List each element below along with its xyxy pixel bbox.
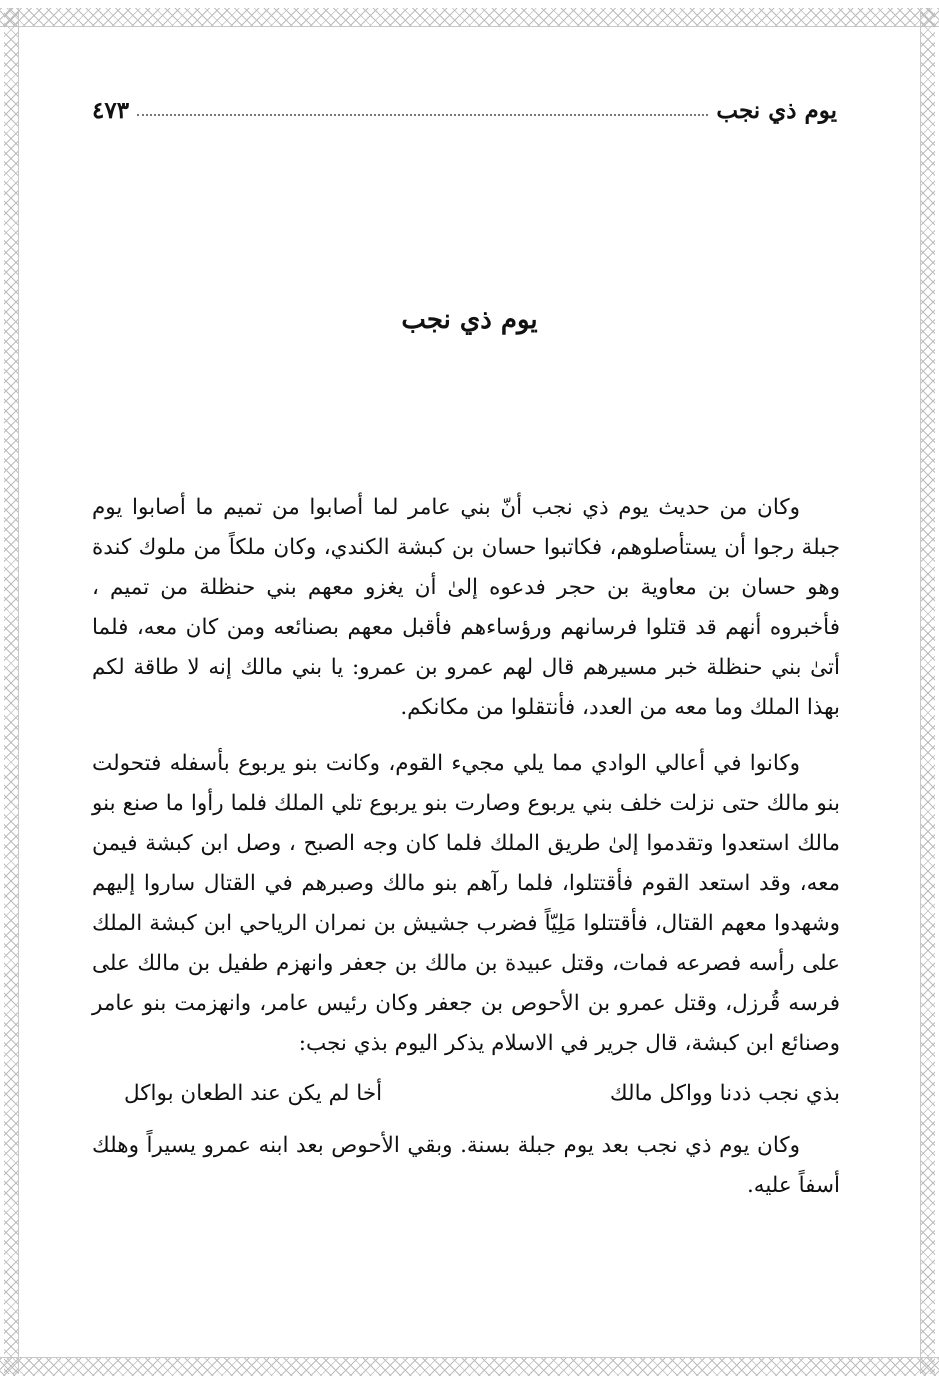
paragraph-1: وكان من حديث يوم ذي نجب أنّ بني عامر لما أصابوا من تميم ما أصابوا يوم جبلة رجوا أن يستأصلوهم، فكاتبوا حسان بن كبشة الكندي، وكان ملكاً من ملوك كندة وهو حسان بن معاوية بن حجر فدعوه إلىٰ أن يغزو معهم بني حنظلة من تميم ، فأخبروه أنهم قد قتلوا فرسانهم ورؤساءهم فأقبل معهم بصنائعه ومن كان معه، فلما أتىٰ بني حنظلة خبر مسيرهم قال لهم عمرو بن عمرو: يا بني مالك إنه لا طاقة لكم بهذا الملك وما معه من العدد، فأنتقلوا من مكانكم. <box>92 495 840 720</box>
ornamental-border-right <box>920 8 935 1374</box>
page-number: ٤٧٣ <box>92 97 130 124</box>
ornamental-border-bottom <box>0 1357 939 1376</box>
verse-hemistich-2: أخا لم يكن عند الطعان بواكل <box>124 1081 383 1106</box>
running-title: يوم ذي نجب <box>716 97 837 124</box>
ornamental-border-left <box>4 8 19 1374</box>
verse-hemistich-1: بذي نجب ذدنا وواكل مالك <box>609 1081 840 1106</box>
ornamental-border-top <box>0 8 939 27</box>
running-header <box>92 88 837 124</box>
paragraph-2: وكانوا في أعالي الوادي مما يلي مجيء القوم، وكانت بنو يربوع بأسفله فتحولت بنو مالك حتى نزلت خلف بني يربوع وصارت بنو يربوع تلي الملك فلما رأوا ما صنع بنو مالك استعدوا وتقدموا إلىٰ طريق الملك فلما كان وجه الصبح ، وصل ابن كبشة فيمن معه، وقد استعد القوم فأقتتلوا، فلما رآهم بنو مالك وصبرهم في القتال ساروا إليهم وشهدوا معهم القتال، فأقتتلوا مَلِيّاً فضرب جشيش بن نمران الرياحي ابن كبشة الملك على رأسه فصرعه فمات، وقتل عبيدة بن مالك بن جعفر وانهزم طفيل بن مالك على فرسه قُرزل، وقتل عمرو بن الأحوص بن جعفر وكان رئيس عامر، وانهزمت بنو عامر وصنائع ابن كبشة، قال جرير في الاسلام يذكر اليوم بذي نجب: <box>92 751 840 1056</box>
section-title: يوم ذي نجب <box>401 305 538 335</box>
body-text <box>92 488 840 1206</box>
poetry-verse <box>92 1074 840 1114</box>
closing-paragraph: وكان يوم ذي نجب بعد يوم جبلة بسنة. وبقي الأحوص بعد ابنه عمرو يسيراً وهلك أسفاً عليه. <box>92 1133 840 1198</box>
dotted-leader <box>137 113 708 116</box>
